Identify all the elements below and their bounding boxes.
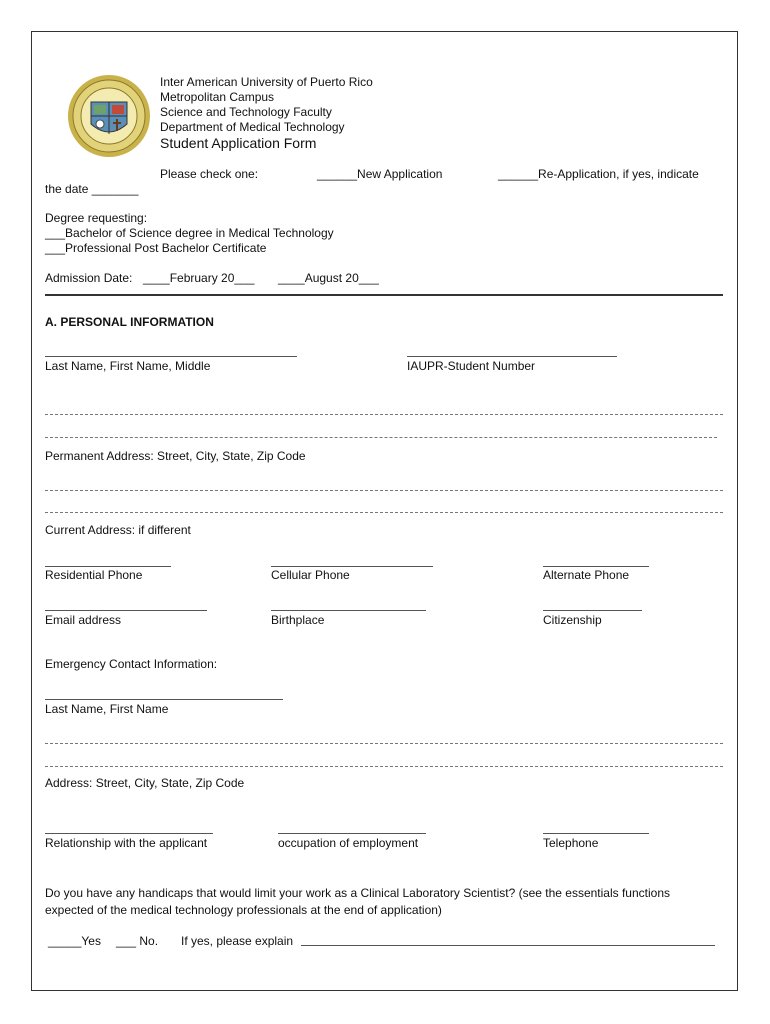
occupation-label: occupation of employment xyxy=(278,836,419,850)
current-address-line-1[interactable] xyxy=(45,490,723,491)
name-label: Last Name, First Name, Middle xyxy=(45,359,211,373)
emergency-name-field[interactable] xyxy=(45,699,283,700)
occupation-field[interactable] xyxy=(278,833,426,834)
birthplace-field[interactable] xyxy=(271,610,426,611)
alternate-phone-label: Alternate Phone xyxy=(543,568,630,582)
degree-option-bachelor[interactable]: ___Bachelor of Science degree in Medical Technology xyxy=(45,226,334,240)
emergency-address-label: Address: Street, City, State, Zip Code xyxy=(45,776,245,790)
telephone-field[interactable] xyxy=(543,833,649,834)
citizenship-field[interactable] xyxy=(543,610,642,611)
telephone-label: Telephone xyxy=(543,836,599,850)
cellular-phone-label: Cellular Phone xyxy=(271,568,350,582)
campus-name: Metropolitan Campus xyxy=(160,90,275,104)
residential-phone-label: Residential Phone xyxy=(45,568,143,582)
check-prompt: Please check one: xyxy=(160,167,259,181)
cellular-phone-field[interactable] xyxy=(271,566,433,567)
admission-february-option[interactable]: ____February 20___ xyxy=(143,271,255,285)
residential-phone-field[interactable] xyxy=(45,566,171,567)
re-application-option[interactable]: ______Re-Application, if yes, indicate xyxy=(498,167,699,181)
relationship-label: Relationship with the applicant xyxy=(45,836,208,850)
degree-option-certificate[interactable]: ___Professional Post Bachelor Certificate xyxy=(45,241,267,255)
department-name: Department of Medical Technology xyxy=(160,120,345,134)
handicap-yes-option[interactable]: _____Yes xyxy=(48,934,101,948)
admission-date-label: Admission Date: xyxy=(45,271,133,285)
email-field[interactable] xyxy=(45,610,207,611)
handicap-question-line-1: Do you have any handicaps that would limit your work as a Clinical Laboratory Scientist? (see the essentials functions xyxy=(45,886,670,900)
student-number-field[interactable] xyxy=(407,356,617,357)
faculty-name: Science and Technology Faculty xyxy=(160,105,332,119)
section-a-title: A. PERSONAL INFORMATION xyxy=(45,315,214,329)
re-application-date[interactable]: the date _______ xyxy=(45,182,139,196)
university-name: Inter American University of Puerto Rico xyxy=(160,75,373,89)
emergency-name-label: Last Name, First Name xyxy=(45,702,169,716)
permanent-address-line-1[interactable] xyxy=(45,414,723,415)
section-divider xyxy=(45,294,723,296)
emergency-address-line-1[interactable] xyxy=(45,743,723,744)
admission-august-option[interactable]: ____August 20___ xyxy=(278,271,379,285)
email-label: Email address xyxy=(45,613,122,627)
citizenship-label: Citizenship xyxy=(543,613,602,627)
new-application-option[interactable]: ______New Application xyxy=(317,167,443,181)
permanent-address-label: Permanent Address: Street, City, State, Zip Code xyxy=(45,449,306,463)
student-number-label: IAUPR-Student Number xyxy=(407,359,536,373)
emergency-address-line-2[interactable] xyxy=(45,766,723,767)
handicap-question-line-2: expected of the medical technology professionals at the end of application) xyxy=(45,903,442,917)
emergency-contact-label: Emergency Contact Information: xyxy=(45,657,218,671)
name-field[interactable] xyxy=(45,356,297,357)
handicap-explain-label: If yes, please explain xyxy=(181,934,294,948)
relationship-field[interactable] xyxy=(45,833,213,834)
current-address-label: Current Address: if different xyxy=(45,523,191,537)
handicap-no-option[interactable]: ___ No. xyxy=(116,934,159,948)
handicap-explain-field[interactable] xyxy=(301,945,715,946)
permanent-address-line-2[interactable] xyxy=(45,437,717,438)
alternate-phone-field[interactable] xyxy=(543,566,649,567)
degree-label: Degree requesting: xyxy=(45,211,148,225)
university-seal-icon xyxy=(67,74,151,158)
current-address-line-2[interactable] xyxy=(45,512,723,513)
form-title: Student Application Form xyxy=(160,135,317,151)
birthplace-label: Birthplace xyxy=(271,613,325,627)
